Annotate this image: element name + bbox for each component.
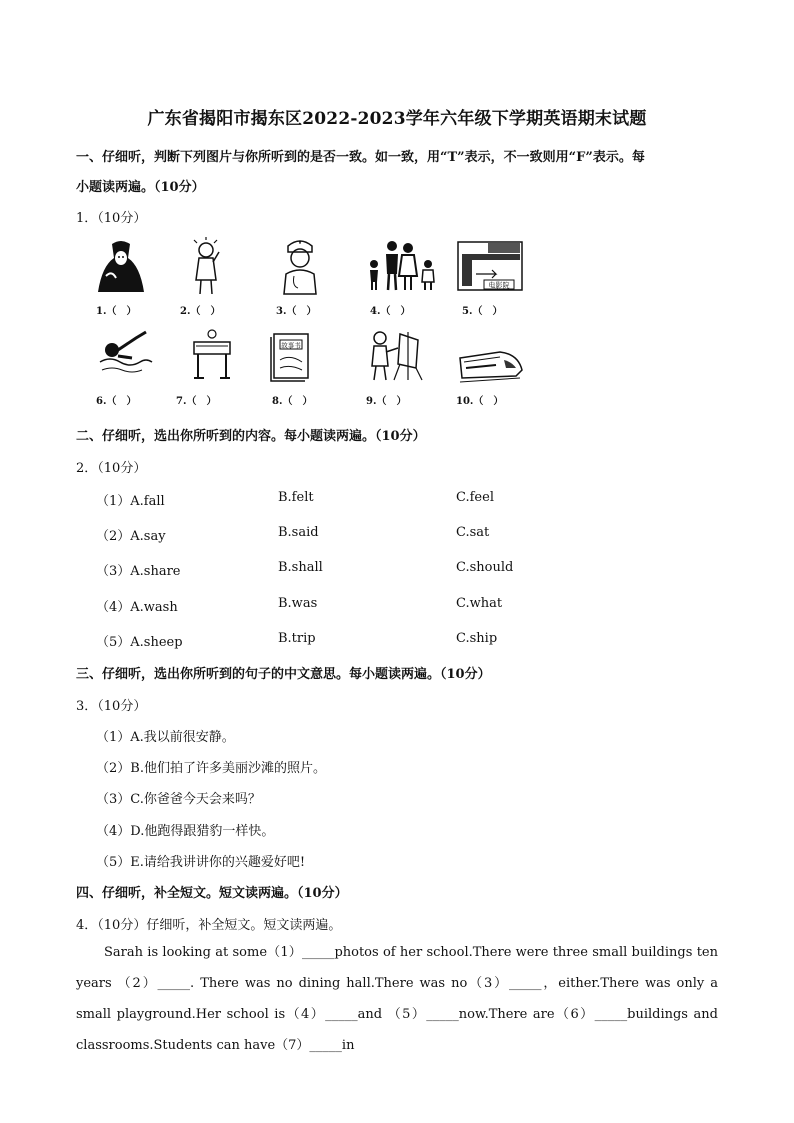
section1-heading-line1: 一、仔细听，判断下列图片与你所听到的是否一致。如一致，用“T”表示，不一致则用“F”表示。每 (76, 150, 645, 165)
picture-2-girl-sick (186, 236, 226, 298)
section1-heading-line2: 小题读两遍。（10分） (76, 180, 205, 195)
q2-row3-option-c: C.should (456, 560, 514, 575)
caption-7: 7.（ ） (176, 396, 217, 407)
q2-row1-option-b: B.felt (278, 490, 314, 505)
section4-heading: 四、仔细听，补全短文。短文读两遍。（10分） (76, 886, 348, 901)
question-1-label: 1．（10分） (76, 211, 147, 226)
section2-heading: 二、仔细听，选出你所听到的内容。每小题读两遍。（10分） (76, 429, 426, 444)
q4-cloze-paragraph: Sarah is looking at some（1）_____photos of her school.There were three small buildings ten years （2）_____. There was no dining hall.There was no（3）_____，either.There was only a small playground.Her school is（4）_____and （5）_____now.There are（6）_____buildings and classrooms.Students can have（7）_____in (76, 945, 718, 1053)
picture-6-swimming (96, 328, 154, 378)
picture-7-desk (190, 328, 234, 382)
question-3-label: 3．（10分） (76, 699, 147, 714)
picture-3-doctor (278, 236, 322, 296)
picture-10-train (456, 344, 524, 384)
caption-9: 9.（ ） (366, 396, 407, 407)
question-2-label: 2．（10分） (76, 461, 147, 476)
q2-row5-option-b: B.trip (278, 631, 316, 646)
caption-2: 2.（ ） (180, 306, 221, 317)
q2-row4-option-c: C.what (456, 596, 503, 611)
q2-row3-option-a: （3）A.share (96, 564, 181, 579)
page-title: 广东省揭阳市揭东区2022-2023学年六年级下学期英语期末试题 (147, 109, 647, 129)
q3-item-3: （3）C.你爸爸今天会来吗？ (96, 792, 261, 807)
q3-item-2: （2）B.他们拍了许多美丽沙滩的照片。 (96, 761, 326, 776)
picture-5-cinema-map (456, 240, 524, 292)
caption-10: 10.（ ） (456, 396, 504, 407)
picture-1-witch (92, 236, 150, 294)
caption-8: 8.（ ） (272, 396, 313, 407)
q2-row3-option-b: B.shall (278, 560, 323, 575)
picture-8-storybook (268, 330, 314, 384)
q2-row2-option-a: （2）A.say (96, 529, 166, 544)
q2-row5-option-a: （5）A.sheep (96, 635, 183, 650)
picture-9-painting (364, 328, 426, 382)
q3-item-5: （5）E.请给我讲讲你的兴趣爱好吧! (96, 855, 306, 870)
q2-row1-option-c: C.feel (456, 490, 494, 505)
caption-4: 4.（ ） (370, 306, 411, 317)
storybook-title-text: 故事书 (281, 341, 301, 350)
q2-row2-option-c: C.sat (456, 525, 490, 540)
q2-row2-option-b: B.said (278, 525, 319, 540)
q3-item-4: （4）D.他跑得跟猎豹一样快。 (96, 824, 275, 839)
caption-1: 1.（ ） (96, 306, 137, 317)
question-4-label: 4．（10分）仔细听，补全短文。短文读两遍。 (76, 918, 342, 933)
q2-row1-option-a: （1）A.fall (96, 494, 165, 509)
caption-6: 6.（ ） (96, 396, 137, 407)
q2-row4-option-a: （4）A.wash (96, 600, 178, 615)
q3-item-1: （1）A.我以前很安静。 (96, 730, 235, 745)
q2-row4-option-b: B.was (278, 596, 318, 611)
caption-3: 3.（ ） (276, 306, 317, 317)
section3-heading: 三、仔细听，选出你所听到的句子的中文意思。每小题读两遍。（10分） (76, 667, 491, 682)
caption-5: 5.（ ） (462, 306, 503, 317)
picture-4-family (362, 236, 440, 292)
cinema-sign-text: 电影院 (488, 281, 510, 290)
q2-row5-option-c: C.ship (456, 631, 498, 646)
